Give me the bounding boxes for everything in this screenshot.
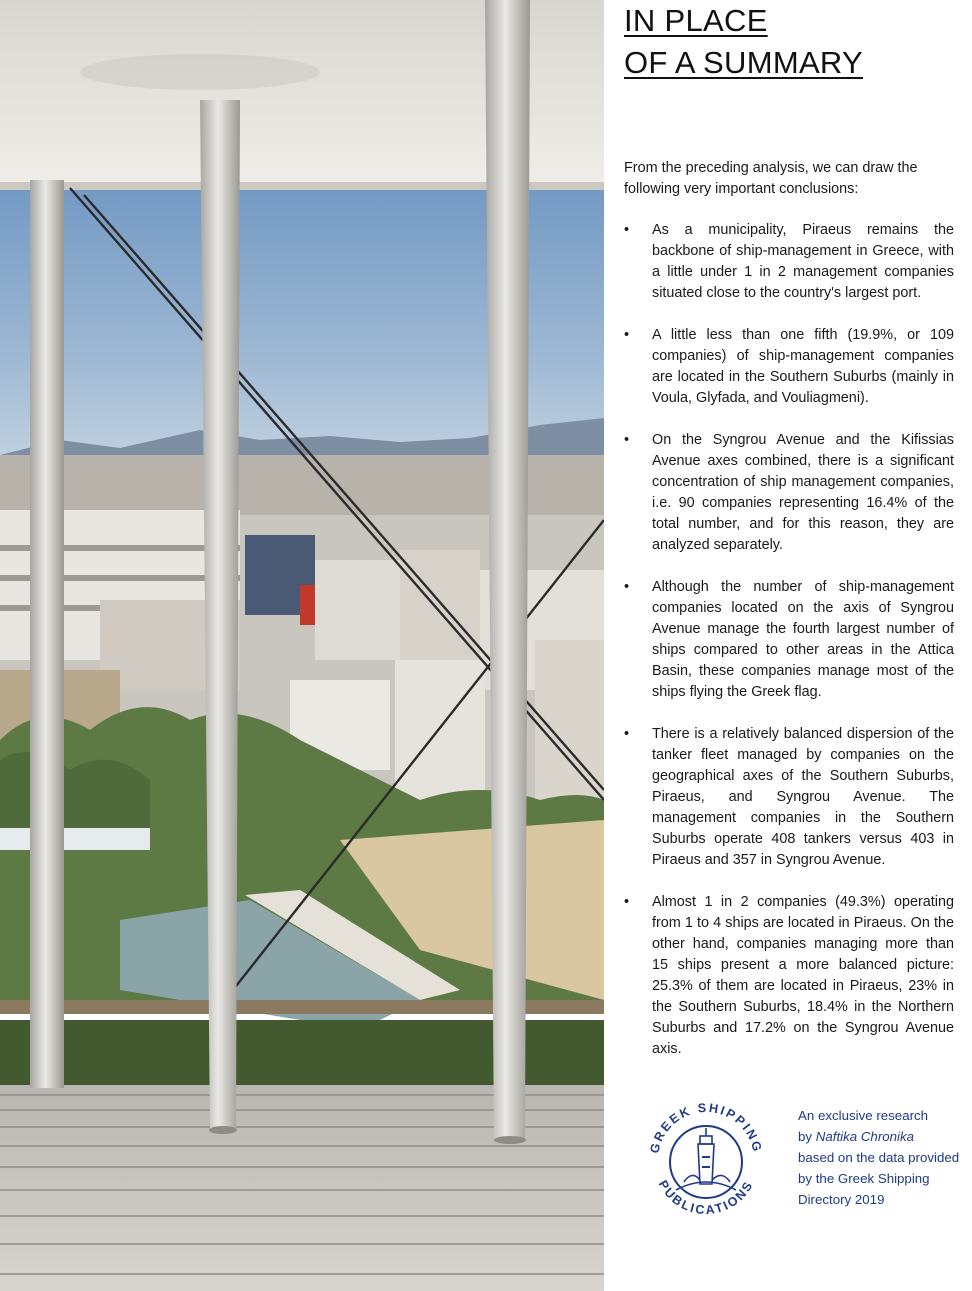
- logo-top-text: GREEK SHIPPING: [647, 1100, 765, 1155]
- bullet-icon: •: [624, 894, 630, 910]
- greek-shipping-publications-logo: [636, 1100, 776, 1220]
- bullet-icon: •: [624, 726, 630, 742]
- logo-bottom-text: PUBLICATIONS: [655, 1177, 757, 1218]
- list-item: [624, 577, 954, 703]
- list-item: [624, 220, 954, 304]
- list-item: [624, 430, 954, 556]
- list-item: [624, 892, 954, 1060]
- list-item: [624, 724, 954, 871]
- credit-prefix: by: [798, 1129, 816, 1144]
- title-line-2: OF A SUMMARY: [624, 45, 864, 80]
- credit-line-5: Directory 2019: [798, 1192, 885, 1207]
- list-item-text: On the Syngrou Avenue and the Kifissias Avenue axes combined, there is a significant concentration of ship management companies, i.e. 90 companies representing 16.4% of the total number, and for this reason, they are analyzed separately.: [652, 432, 954, 553]
- list-item-text: A little less than one fifth (19.9%, or 109 companies) of ship-management companies are located in the Southern Suburbs (mainly in Voula, Glyfada, and Vouliagmeni).: [652, 327, 954, 406]
- conclusions-list: [624, 220, 954, 1081]
- svg-text:GREEK SHIPPING: [647, 1101, 764, 1155]
- page-title: [624, 0, 863, 84]
- research-credit: [798, 1105, 972, 1210]
- title-line-1: IN PLACE: [624, 3, 768, 38]
- publisher-name: Naftika Chronika: [815, 1129, 915, 1144]
- bullet-icon: •: [624, 432, 630, 448]
- list-item-text: Although the number of ship-management companies located on the axis of Syngrou Avenue manage the fourth largest number of ships compared to other areas in the Attica Basin, these companies manage most of the ships flying the Greek flag.: [652, 579, 954, 700]
- credit-line-2: [798, 1126, 972, 1147]
- credit-line-3: based on the data provided: [798, 1150, 960, 1165]
- lighthouse-icon: [636, 1100, 776, 1220]
- intro-paragraph: From the preceding analysis, we can draw the following very important conclusions:: [624, 160, 918, 197]
- bullet-icon: •: [624, 222, 630, 238]
- credit-line-4: by the Greek Shipping: [798, 1171, 930, 1186]
- bullet-icon: •: [624, 327, 630, 343]
- list-item-text: There is a relatively balanced dispersion of the tanker fleet managed by companies on the geographical axes of the Southern Suburbs, Piraeus, and Syngrou Avenue. The management companies in the Southern Suburbs operate 408 tankers versus 403 in Piraeus and 357 in Syngrou Avenue.: [652, 726, 954, 868]
- list-item: [624, 325, 954, 409]
- list-item-text: Almost 1 in 2 companies (49.3%) operating from 1 to 4 ships are located in Piraeus. On the other hand, companies managing more than 15 ships present a more balanced picture: 25.3% of them are located in Piraeus, 23% in the Southern Suburbs, 18.4% in the Northern Suburbs and 17.2% on the Syngrou Avenue axis.: [652, 894, 954, 1057]
- bullet-icon: •: [624, 579, 630, 595]
- credit-line-1: An exclusive research: [798, 1108, 929, 1123]
- list-item-text: As a municipality, Piraeus remains the backbone of ship-management in Greece, with a little under 1 in 2 management companies situated close to the country's largest port.: [652, 222, 954, 301]
